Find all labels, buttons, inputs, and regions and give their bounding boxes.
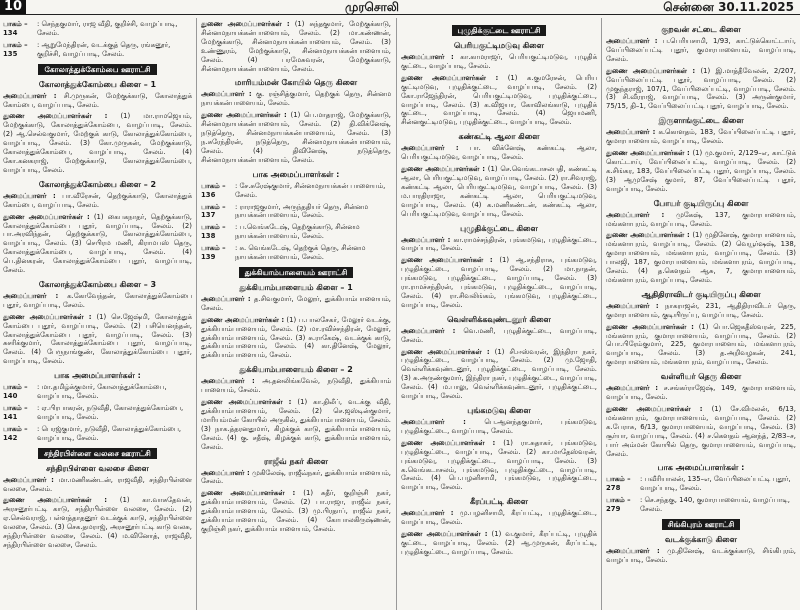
organizer-entry bbox=[201, 377, 391, 395]
booth-text: : மா.தமிழ்க்குமார், கோலாத்துக்கோம்பை, வாழப்பாடி, சேலம். bbox=[37, 383, 167, 401]
branch-heading: ராஜீவ் நகர் கிளை bbox=[264, 456, 328, 466]
organizer-entry bbox=[401, 236, 597, 254]
organizer-text: க.கோவேந்தன், கோலாத்துக்கோம்பை புதூர், வாழப்பாடி, சேலம். bbox=[3, 291, 192, 309]
role-label: துணை அமைப்பாளர்கள் : bbox=[606, 149, 690, 158]
booth-label: பாகம் – 136 bbox=[201, 181, 226, 199]
booth-label: பாகம் – 142 bbox=[3, 424, 28, 442]
deputy-organizers-entry bbox=[3, 112, 192, 174]
role-label: அமைப்பாளர் : bbox=[401, 235, 451, 244]
organizer-entry bbox=[606, 547, 796, 565]
deputy-organizers-entry bbox=[201, 316, 391, 361]
deputy-organizers-text: (1) ரா.சுதாகர், புங்கமடுவு, புழுதிக்குட்டை, வாழப்பாடி, சேலம். (2) கா.மாதேஸ்வரன், புங்கமடுவு, புழுதிக்குட்டை, வாழப்பாடி, சேலம். (3) க.வெங்கடாசலம், புங்கமடுவு, புழுதிக்குட்டை, வாழப்பாடி, சேலம். (4) பெ.பழனிசாமி, புங்கமடுவு, புழுதிக்குட்டை, வாழப்பாடி, சேலம். bbox=[401, 438, 597, 492]
organizer-entry bbox=[401, 327, 597, 345]
branch-heading: மாரியம்மன் கோயில் தெரு கிளை bbox=[234, 78, 358, 88]
role-label: அமைப்பாளர் : bbox=[401, 53, 454, 61]
deputy-organizers-entry bbox=[401, 530, 597, 557]
dateline: சென்னை 30.11.2025 bbox=[663, 0, 794, 14]
role-label: துணை அமைப்பாளர்கள் : bbox=[3, 112, 108, 121]
organizer-entry bbox=[401, 418, 597, 436]
role-label: துணை அமைப்பாளர்கள் : bbox=[201, 398, 292, 407]
newspaper-name: முரசொலி bbox=[345, 0, 399, 14]
deputy-organizers-text: (1) ஆ.சந்திராசு, புங்கமடுவு, புழுதிக்குட்டை, வாழப்பாடி, சேலம். (2) மா.நாதன், புங்கமடுவு, புழுதிக்குட்டை, வாழப்பாடி, சேலம். (3) ரா.ராமச்சந்திரன், புங்கமடுவு, புழுதிக்குட்டை, வாழப்பாடி, சேலம். (4) ரா.சிவலிங்கம், புங்கமடுவு, புழுதிக்குட்டை, வாழப்பாடி, சேலம். bbox=[401, 256, 597, 309]
organizer-text: ப.பெரியசாமி, 1/93, காட்டுக்கொட்டாய், வேப்பிலைப்பட்டி புதூர், குமாரபாளையம், வாழப்பாடி, சேலம். bbox=[606, 37, 796, 63]
panchayat-banner: சந்திரபிள்ளை வலசை ஊராட்சி bbox=[38, 448, 157, 459]
organizer-text: மு.பழனிசாமி, கீரப்பட்டி, புழுதிக்குட்டை, வாழப்பாடி, சேலம். bbox=[401, 509, 597, 527]
booth-label: பாகம் – 140 bbox=[3, 383, 28, 401]
organizer-entry bbox=[201, 295, 391, 313]
booth-organizers-heading: பாக அமைப்பாளர்கள் : bbox=[252, 169, 340, 179]
deputy-organizers-entry bbox=[401, 165, 597, 218]
organizer-entry bbox=[201, 90, 391, 108]
role-label: துணை அமைப்பாளர்கள் : bbox=[401, 347, 490, 356]
role-label: துணை அமைப்பாளர்கள் : bbox=[401, 165, 486, 174]
role-label: துணை அமைப்பாளர்கள் : bbox=[201, 315, 285, 324]
organizer-entry bbox=[606, 128, 796, 146]
role-label: துணை அமைப்பாளர்கள் : bbox=[3, 496, 107, 505]
role-label: துணை அமைப்பாளர்கள் : bbox=[606, 405, 703, 413]
organizer-entry bbox=[401, 509, 597, 527]
column-divider bbox=[601, 18, 602, 610]
role-label: துணை அமைப்பாளர்கள் : bbox=[3, 212, 90, 221]
role-label: அமைப்பாளர் : bbox=[201, 377, 255, 386]
deputy-organizers-entry bbox=[201, 111, 391, 164]
deputy-organizers-text: (1) கா.திலீப், வடக்கு வீதி, துக்கியாம்பாளையம், சேலம். (2) செ.ஜஸ்டின்குமார், மாரியம்மன் கோயில் அருகில், துக்கியாம்பாளையம், சேலம். (3) நாக.த்தரனதுமார், கிழக்குக் காடு, துக்கியாம்பாளையம், சேலம். (4) கு. சதீஷ், கிழக்குக் காடு, துக்கியாம்பாளையம், சேலம். bbox=[201, 398, 391, 451]
booth-entry bbox=[3, 404, 192, 422]
booth-label: பாகம் – 139 bbox=[201, 244, 226, 262]
deputy-organizers-entry bbox=[606, 405, 796, 458]
deputy-organizers-text: (1) இ.மாத்தீவேலன், 2/207, வேப்பிலைப்பட்டி புதூர், வாழப்பாடி, சேலம். (2) முகுந்தராஜ், 107/1, வேப்பிலைப்பட்டி, வாழப்பாடி, சேலம். (3) சி.வீரராஜ், வாழப்பாடி, சேலம். (3) அருண்குமார், 75/15, தி–1, வேப்பிலைப்பட்டி புதூர், வாழப்பாடி, சேலம். bbox=[606, 66, 796, 111]
organizer-text: கா.காமராஜர், பெரியகுட்டிமடுவு, புழுதிக் குட்டை, வாழப்பாடி, சேலம். bbox=[401, 53, 597, 70]
branch-heading: கோலாத்துக்கோம்பை கிளை – 2 bbox=[38, 179, 157, 189]
booth-text: : சு. வெங்கடேஷ், தெற்குக் தெரு, சின்னம நாயக்கன்பாளையம், சேலம். bbox=[235, 244, 366, 262]
masthead bbox=[0, 0, 800, 15]
column-4 bbox=[606, 20, 796, 610]
branch-heading: கோலாத்துக்கோம்பை கிளை – 1 bbox=[38, 79, 157, 89]
branch-heading: கண்கட்டி ஆலா கிளை bbox=[458, 132, 540, 142]
booth-text: : ஏ.பிரபாகரன், நடுவீதி, கோலாத்துக்கோம்பை, வாழப்பாடி, சேலம். bbox=[37, 404, 184, 421]
organizer-text: த.சிவகுமார், மேலூர், துக்கியாம்பாளையம், சேலம். bbox=[201, 294, 391, 312]
booth-text: : செந்தகுமார், ராஜ வீதி, குறிச்சி, வாழப்பாடி, சேலம். bbox=[37, 20, 178, 37]
deputy-organizers-text: (1) ப.பாலசேகர், மேலூர் வடக்கு, துக்கியாம்பாளையம், சேலம். (2) மா.ரவிச்சந்திரன், மேலூர், துக்கியாம்பாளையம், சேலம். (3) சு.ராகேஷ், வடக்குக் காடு, துக்கியாம்பாளையம், சேலம். (4) கா.தினேஷ், மேலூர், துக்கியாம்பாளையம், சேலம். bbox=[201, 315, 391, 360]
organizer-entry bbox=[3, 292, 192, 310]
booth-label: பாகம் – 278 bbox=[606, 475, 631, 493]
booth-text: : ப.வெங்கடேஷ், தெற்குக்காடு, சின்னம நாயக்கன்பாளையம், சேலம். bbox=[235, 223, 360, 241]
organizer-text: முகேஷ், 137, குமாரபாளையம், மங்களாபுரம், வாழப்பாடி, சேலம். bbox=[606, 210, 796, 228]
deputy-organizers-text: (1) செ.ஜேஷ்மி, கோலாத்துக் கோம்பை புதூர், வாழப்பாடி, சேலம். (2) பசியெனந்தன், கோலாத்துக்கோம்பை புதூர், வாழப்பாடி, சேலம். (3) சுசரிக்குமார், கோலாத்துக்கோம்பை புதூர், வாழப்பாடி, சேலம். (4) பேருநாங்குண், கோலாத்துக்கோம்பை புதூர், வாழப்பாடி, சேலம். bbox=[3, 312, 192, 366]
deputy-organizers-entry bbox=[201, 489, 391, 534]
branch-heading: புங்கமடுவு கிளை bbox=[467, 406, 531, 415]
deputy-organizers-entry bbox=[201, 20, 391, 73]
organizer-text: முகிலேஷ், ராஜீவ்நகர், துக்கியாம்பாளையம், சேலம். bbox=[201, 468, 391, 486]
branch-heading: ஆதிதிராவிடர் குடியிருப்பு கிளை bbox=[641, 289, 761, 299]
deputy-organizers-text: (1) சுதீர், குறிஞ்சி நகர், துக்கியாம்பாளையம், சேலம். (2) பா.ராஜா, ராஜீவ் நகர், துக்கியாம்பாளையம், சேலம். (3) மு.பிரதாப், ராஜீவ் நகர், துக்கியாம்பாளையம், சேலம். (4) கோபாலகிருஷ்ணன், குறிஞ்சி நகர், துக்கியாம்பாளையம், சேலம். bbox=[201, 489, 391, 533]
booth-text: : பவீரியாலன், 135–எ, வேப்பிலைப்பட்டி புதூர், வாழப்பாடி, சேலம். bbox=[640, 475, 791, 493]
booth-label: பாகம் – 279 bbox=[606, 496, 631, 514]
organizer-entry bbox=[606, 302, 796, 320]
booth-label: பாகம் – 135 bbox=[3, 40, 28, 58]
role-label: அமைப்பாளர் : bbox=[606, 37, 658, 45]
role-label: அமைப்பாளர் : bbox=[606, 547, 660, 556]
branch-heading: வடக்குக்காடு கிளை bbox=[665, 535, 737, 545]
booth-label: பாகம் – 138 bbox=[201, 223, 226, 241]
booth-entry bbox=[201, 244, 391, 262]
deputy-organizers-text: (1) மா.ராமஜெயம், மேற்குக்காடு, கோலாத்துக்கோம்பை, வாழப்பாடி, சேலம். (2) ஆ.செல்வகுமார், மேற்குக் காடு, கோலாத்துக்கோம்பை, வாழப்பாடி, சேலம். (3) கோ.முருகன், மேற்குக்காடு, கோலாத்துக்கோம்பை, வாழப்பாடி, சேலம். (4) கோ.கனகராஜ், மேற்குக்காடு, கோலாத்துக்கோம்பை, வாழப்பாடி, சேலம். bbox=[3, 112, 192, 174]
booth-text: : செ.சந்தகு, 140, குமாரபாளையம், வாழப்பாடி, சேலம். bbox=[640, 496, 790, 514]
role-label: துணை அமைப்பாளர்கள் : bbox=[401, 530, 488, 539]
role-label: துணை அமைப்பாளர்கள் : bbox=[201, 20, 290, 28]
booth-label: பாகம் – 141 bbox=[3, 404, 28, 421]
role-label: அமைப்பாளர் : bbox=[401, 326, 456, 335]
deputy-organizers-text: (1) க.குமரேசன், பெரிய குட்டிமடுவு, புழுதிக்குட்டை, வாழப்பாடி, சேலம். (2) கோ.ராஜேந்திரன், பெரியகுட்டிமடுவு, புழுதிக்குட்டை, வாழப்பாடி, சேலம். (3) க.விஜயா, கோவிலங்காடு, புழுதிக் குட்டை, வாழப்பாடி, சேலம். (4) ஜெயமணி, சின்னகுட்டிமடுவு, புழுதிக்குட்டை, வாழப்பாடி, சேலம். bbox=[401, 73, 597, 127]
deputy-organizers-entry bbox=[606, 231, 796, 284]
role-label: துணை அமைப்பாளர்கள் : bbox=[3, 312, 92, 321]
role-label: அமைப்பாளர் : bbox=[201, 294, 251, 303]
role-label: அமைப்பாளர் : bbox=[606, 301, 659, 310]
booth-organizers-heading: பாக அமைப்பாளர்கள் : bbox=[54, 371, 141, 381]
deputy-organizers-text: (1) சே.விமலன், 6/13, மங்களாபுரம், குமாரபாளையம், வாழப்பாடி, சேலம். (2) க.பேராசு, 6/13, குமாரபாளையம், வாழப்பாடி, சேலம். (3) சூர்யா, வாழப்பாடி, சேலம். (4) ச.கௌதம் ஆனந்த், 2/83–ச, பார் அம்மன் கோயில் தெரு, குமாரபாளையம், வாழப்பாடி, சேலம். bbox=[606, 405, 796, 458]
deputy-organizers-entry bbox=[201, 398, 391, 451]
deputy-organizers-entry bbox=[401, 439, 597, 492]
branch-heading: துக்கியாம்பாளையம் கிளை – 2 bbox=[239, 365, 353, 375]
organizer-text: அ.தனலிங்கவேல், நடுவீதி, துக்கியாம் பாளையம், சேலம். bbox=[201, 377, 391, 395]
organizer-entry bbox=[401, 53, 597, 71]
booth-entry bbox=[201, 182, 391, 200]
column-1 bbox=[3, 20, 192, 610]
branch-heading: புழுதிக்குட்டை கிளை bbox=[460, 223, 538, 233]
organizer-text: மா.மணிகண்டன், ராஜவீதி, சந்திரபிள்ளை வலசை, சேலம். bbox=[3, 475, 192, 493]
branch-heading: கீரப்பட்டி கிளை bbox=[469, 497, 529, 507]
organizer-entry bbox=[606, 384, 796, 402]
deputy-organizers-entry bbox=[401, 256, 597, 309]
deputy-organizers-text: (1) மு.குமார், 2/129–எ, காட்டுக் கொட்டாய், வேப்பிலைப்பட்டி, வாழப்பாடி, சேலம். (2) க.சிங்கர, 183, வேப்பிலைப்பட்டி புதூர், வாழப்பாடி, சேலம். (3) ஆமுசேஷ் குமார், 87, வேப்பிலைப்பட்டி புதூர், வாழப்பாடி, சேலம். bbox=[606, 149, 796, 193]
role-label: அமைப்பாளர் : bbox=[606, 128, 656, 137]
deputy-organizers-entry bbox=[401, 348, 597, 401]
panchayat-banner: புழுதிக்குட்டை ஊராட்சி bbox=[452, 25, 547, 36]
deputy-organizers-text: (1) முதினேஷ், குமாரபாளையம், மங்களாபுரம், வாழப்பாடி, சேலம். (2) வெயூர்ஷஷ், 138, குமாரபாளையம், மங்களாபுரம், வாழப்பாடி, சேலம். (3) பாலஜி, 187, குமாரபாளையம், மங்களாபுரம், வாழப்பாடி, சேலம். (4) த.கௌதம் ஆசு, 7, குமாரபாளையம், மங்களாபுரம், வாழப்பாடி, சேலம். bbox=[606, 231, 796, 284]
booth-text: : சே.சுரேஷ்குமார், சின்னமநாயக்கன் பாளையம், சேலம். bbox=[235, 181, 386, 199]
deputy-organizers-text: (1) சுந்தகுமார், மேற்குக்காடு, சின்னமநாயக்கன்பாளையம், சேலம். (2) மா.கண்ணன், மேற்குக்காடு, சின்னமநாயக்கன்பாளையம், சேலம். (3) உண்ணுரம், மேற்குக்காடு, சின்னமநாயக்கன்பாளையம், சேலம். (4) பரமேசுவரன், மேற்குக்காடு, சின்னமநாயக்கன்பாளையம், சேலம். bbox=[201, 20, 391, 73]
column-2 bbox=[201, 20, 391, 610]
organizer-text: சி.முருகன், மேற்குக்காடு, கோலாத்துக் கோம்பை, வாழப்பாடி, சேலம். bbox=[3, 91, 192, 109]
page-number: 10 bbox=[0, 0, 26, 14]
organizer-text: பா.வீரேசன், தெற்குக்காடு, கோலாத்துக் கோம்பை, வாழப்பாடி, சேலம். bbox=[3, 191, 192, 209]
panchayat-banner: கோலாத்துக்கோம்பை ஊராட்சி bbox=[38, 64, 156, 75]
role-label: அமைப்பாளர் : bbox=[606, 210, 665, 219]
booth-entry bbox=[3, 425, 192, 443]
organizer-entry bbox=[3, 476, 192, 494]
branch-heading: துக்கியாம்பாளையம் கிளை – 1 bbox=[239, 282, 353, 292]
organizer-text: க.கொளதம், 183, வேப்பிலைப்பட்டி புதூர், குமாரபாளையம், வாழப்பாடி, சேலம். bbox=[606, 128, 796, 146]
organizer-entry bbox=[606, 211, 796, 229]
booth-entry bbox=[3, 41, 192, 59]
organizer-entry bbox=[606, 37, 796, 64]
branch-heading: வள்ளியர் தெரு கிளை bbox=[660, 372, 742, 382]
organizer-entry bbox=[201, 469, 391, 487]
branch-heading: கோலாத்துக்கோம்பை கிளை – 3 bbox=[38, 279, 157, 289]
organizer-text: கா.ராமச்சந்திரன், புங்கமடுவு, புழுதிக்குட்டை, வாழப்பாடி, சேலம். bbox=[401, 235, 597, 253]
branch-heading: குறவன் சட்டை கிளை bbox=[661, 25, 741, 34]
branch-heading: பெரியகுட்டிமடுவு கிளை bbox=[454, 41, 544, 50]
booth-text: : ஆறுமேந்திரன், வடக்குத் தெரு, ரங்கனூர், குறிச்சி, வாழப்பாடி, சேலம். bbox=[37, 40, 171, 58]
column-divider bbox=[196, 18, 197, 610]
role-label: துணை அமைப்பாளர்கள் : bbox=[401, 73, 499, 82]
role-label: அமைப்பாளர் : bbox=[401, 509, 454, 518]
branch-heading: வெள்ளிக்கவுண்டனூர் கிளை bbox=[447, 314, 551, 324]
role-label: துணை அமைப்பாளர்கள் : bbox=[401, 256, 493, 265]
deputy-organizers-entry bbox=[401, 74, 597, 127]
organizer-entry bbox=[3, 92, 192, 110]
role-label: துணை அமைப்பாளர்கள் : bbox=[401, 438, 496, 447]
booth-entry bbox=[606, 496, 796, 514]
deputy-organizers-entry bbox=[606, 149, 796, 194]
organizer-text: கு. ரஞ்சித்குமார், தெற்குக் தெரு, சின்னம நாயக்கன்பாளையம், சேலம். bbox=[201, 90, 391, 108]
booth-label: பாகம் – 134 bbox=[3, 20, 28, 37]
branch-heading: சந்திரபிள்ளை வலசை கிளை bbox=[46, 463, 149, 473]
organizer-text: ச.சங்கர்ராஜேஷ், 149, குமாரபாளையம், வாழப்பாடி, சேலம். bbox=[606, 384, 796, 402]
deputy-organizers-text: (1) பொ.ஜெகதீஸ்வரன், 225, மங்களாபுரம், குமாரபாளையம், வாழப்பாடி, சேலம். (2) பொ.பிரேம்குமார், 225, குமாரபாளையம், மங்களாபுரம், வாழப்பாடி, சேலம். (3) த.அறிவழகன், 241, குமாரபாளையம், மங்களாபுரம், வாழப்பாடி, சேலம். bbox=[606, 322, 796, 367]
role-label: துணை அமைப்பாளர்கள் : bbox=[606, 66, 696, 75]
role-label: அமைப்பாளர் : bbox=[201, 468, 250, 477]
role-label: அமைப்பாளர் : bbox=[3, 291, 59, 300]
deputy-organizers-entry bbox=[3, 496, 192, 549]
deputy-organizers-text: (1) கா.வாசுதேவன், அரசனூர்பட்டி காடு, சந்திரபிள்ளை வலசை, சேலம். (2) ஏ.செல்வராஜ், பள்ளத்தாதனூர் வடக்குக் காடு, சந்திரபிள்ளை வலசை, சேலம். (3) செக.தமராஜ், அரசனூர்பட்டி காடு வலசு, சந்திரபிள்ளை வலசை, சேலம். (4) ம.வினோத், ராஜவீதி, சந்திரபிள்ளை வலசை, சேலம். bbox=[3, 496, 192, 549]
role-label: அமைப்பாளர் : bbox=[3, 191, 56, 200]
deputy-organizers-entry bbox=[3, 313, 192, 366]
role-label: அமைப்பாளர் : bbox=[3, 475, 54, 484]
booth-text: : ராராஜகுமார், அருந்ததியர் தெரு, சின்னம நாயக்கன்பாளையம், சேலம். bbox=[235, 202, 369, 220]
booth-entry bbox=[3, 383, 192, 401]
role-label: அமைப்பாளர் : bbox=[401, 418, 466, 426]
booth-label: பாகம் – 137 bbox=[201, 202, 226, 220]
booth-organizers-heading: பாக அமைப்பாளர்கள் : bbox=[657, 463, 745, 473]
role-label: துணை அமைப்பாளர்கள் : bbox=[201, 489, 296, 498]
deputy-organizers-text: (1) சி.ஈஸ்வரன், இந்திரா நகர், புழுதிக்குட்டை, வாழப்பாடி, சேலம். (2) மு.ஜோதி, வெள்ளிக்கவுண்டனூர், புழுதிக்குட்டை, வாழப்பாடி, சேலம். (3) சு.அருண்குமார், இந்திரா நகர், புழுதிக்குட்டை, வாழப்பாடி, சேலம். (4) ம.பாலு, வெள்ளிக்கவுண்டனூர், புழுதிக்குட்டை, வாழப்பாடி, சேலம். bbox=[401, 347, 597, 401]
role-label: அமைப்பாளர் : bbox=[201, 90, 252, 99]
deputy-organizers-entry bbox=[606, 67, 796, 112]
panchayat-banner: சிங்கிபுரம் ஊராட்சி bbox=[662, 519, 741, 530]
deputy-organizers-text: (1) கைபகநாதர், தெற்குக்காடு, கோலாத்துக்கோம்பை புதூர், வாழப்பாடி, சேலம். (2) பா.அரவிந்தன், தெற்குக்காடு, கோலாத்துக்கோம்பை, வாழப்பாடி, சேலம். (3) செபிரம மணி, கிராமபஸ் தெரு, கோலாத்துக்கோம்பை, வாழப்பாடி, சேலம். (4) பெ.தினகரன், கோலாத்துக்கோம்பை புதூர், வாழப்பாடி, சேலம். bbox=[3, 212, 192, 275]
role-label: துணை அமைப்பாளர்கள் : bbox=[606, 322, 694, 331]
organizer-entry bbox=[401, 144, 597, 162]
deputy-organizers-text: (1) வ.குமார், கீரப்பட்டி, புழுதிக் குட்டை, வாழப்பாடி, சேலம். (2) ஆ.முருகன், கீரப்பட்டி, புழுதிக்குட்டை, வாழப்பாடி, சேலம். bbox=[401, 530, 597, 556]
role-label: அமைப்பாளர் : bbox=[606, 384, 659, 393]
organizer-text: வெ.மணி, புழுதிக்குட்டை, வாழப்பாடி, சேலம். bbox=[401, 326, 597, 344]
deputy-organizers-text: (1) பெ.மாதராஜ், மேற்குக்காடு, சின்னமநாயக்கன்பாளையம், சேலம். (2) தி.விக்னேஷ், நடுத்தெரு, சின்னமநாயக்கன்பாளையம், சேலம். (3) ந.சுரேந்திரன், நடுத்தெரு, சின்னமநாயக்கன்பாளையம், சேலம். (4) திவினேஷ், நடுத்தெரு, சின்னமநாயக்கன்பாளையம், சேலம். bbox=[201, 111, 391, 164]
role-label: துணை அமைப்பாளர்கள் : bbox=[201, 111, 287, 120]
panchayat-banner: துக்கியாம்பாளையம் ஊராட்சி bbox=[239, 267, 354, 278]
column-divider bbox=[396, 18, 397, 610]
role-label: அமைப்பாளர் : bbox=[401, 144, 459, 153]
booth-text: : பெரஜ்குமார், நடுவீதி, கோலாத்துக்கோம்பை, வாழப்பாடி, சேலம். bbox=[37, 424, 182, 442]
role-label: துணை அமைப்பாளர்கள் : bbox=[606, 231, 690, 240]
organizer-entry bbox=[3, 192, 192, 210]
organizer-text: நாகராஜன், 231, ஆதிதிராவிடர் தெரு, குமாரபாளையம், குடியிருப்பு, வாழப்பாடி, சேலம். bbox=[606, 301, 796, 319]
deputy-organizers-text: (1) செ.வெங்கடாசலபதி, கண்கட்டி ஆலா, பெரியகுட்டிமடுவு, வாழப்பாடி, சேலம். (2) ரா.சிவராஜ், கண்கட்டி ஆலா, பெரியகுட்டிமடுவு, வாழப்பாடி, சேலம். (3) ம.பாரதிராஜா, கண்கட்டி ஆலா, பெரியகுட்டிமடுவு, வாழப்பாடி, சேலம். (4) க.மணிகண்டன், கண்கட்டி ஆலா, பெரியகுட்டிமடுவு, வாழப்பாடி, சேலம். bbox=[401, 165, 597, 218]
organizer-text: பெ.ஆனந்தகுமார், புங்கமடுவு, புழுதிக்குட்டை, வாழப்பாடி, சேலம். bbox=[401, 418, 597, 435]
organizer-text: பா. விக்னேஷ், கண்கட்டி ஆலா, பெரியகுட்டிமடுவு, வாழப்பாடி, சேலம். bbox=[401, 144, 597, 162]
booth-entry bbox=[3, 20, 192, 38]
deputy-organizers-entry bbox=[606, 323, 796, 368]
role-label: அமைப்பாளர் : bbox=[3, 91, 57, 100]
organizer-text: மு.தினேஷ், வடக்குக்காடு, சிங்கிபுரம், வாழப்பாடி, சேலம். bbox=[606, 547, 796, 564]
booth-entry bbox=[201, 203, 391, 221]
booth-entry bbox=[201, 223, 391, 241]
deputy-organizers-entry bbox=[3, 213, 192, 275]
branch-heading: இருளாங்குட்டை கிளை bbox=[658, 116, 744, 126]
branch-heading: போயர் குடியிருப்பு கிளை bbox=[653, 198, 749, 208]
column-3 bbox=[401, 20, 597, 610]
booth-entry bbox=[606, 475, 796, 493]
